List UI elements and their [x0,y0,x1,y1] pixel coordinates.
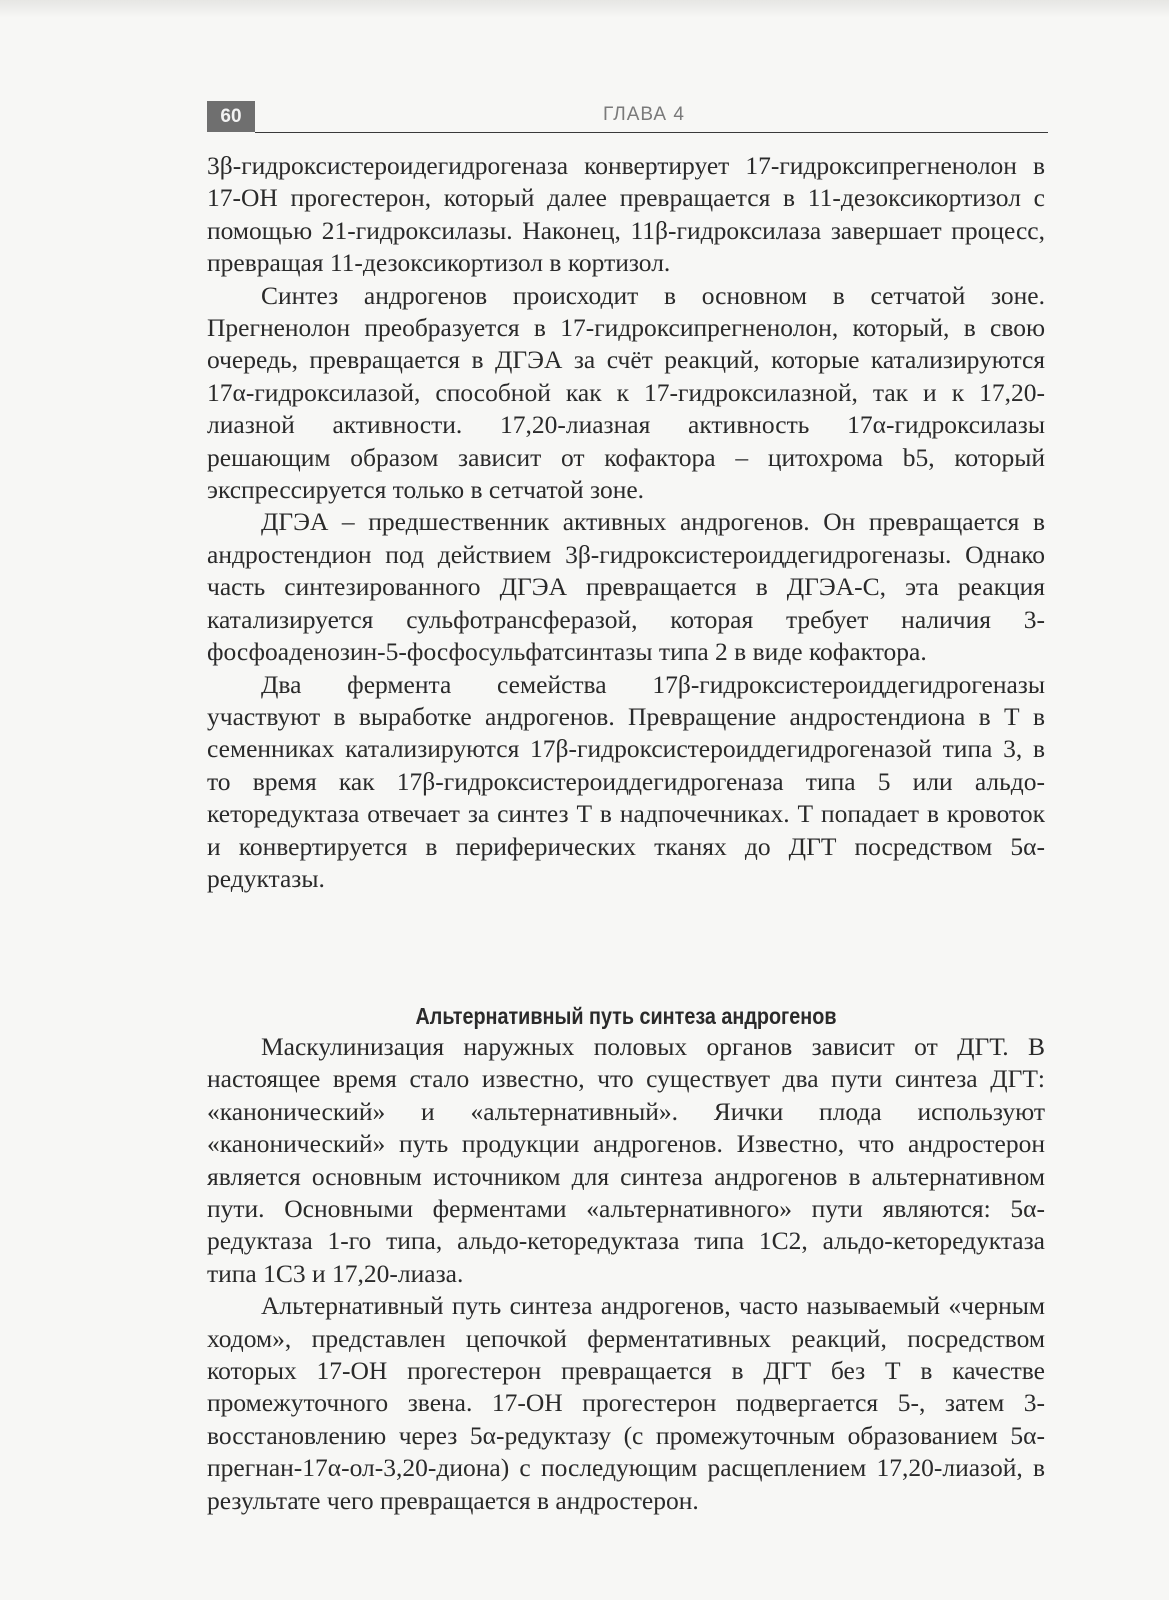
running-head-chapter: ГЛАВА 4 [603,104,685,125]
section-heading: Альтернативный путь синтеза андрогенов [415,1003,837,1029]
page-number: 60 [207,101,255,132]
scan-edge-shadow [0,0,1169,18]
body-text-top [207,150,1045,895]
paragraph: Маскулинизация наружных половых органов зависит от ДГТ. В настоящее время стало известно, что существует два пути синтеза ДГТ: «канонический» и «альтернативный». Яички плода используют «канонический» путь продукции андрогенов. Известно, что андростерон является основным источником для синтеза андрогенов в альтернативном пути. Основными ферментами «альтернативного» пути являются: 5α-редуктаза 1-го типа, альдо-кеторедуктаза типа 1С2, альдо-кеторедуктаза типа 1С3 и 17,20-лиаза. [207,1032,1045,1288]
page-header [207,101,1048,135]
paragraph: Альтернативный путь синтеза андрогенов, часто называемый «черным ходом», представлен цепочкой ферментативных реакций, посредством которых 17-OH прогестерон превращается в ДГТ без Т в качестве промежуточного звена. 17-OH прогестерон подвергается 5-, затем 3-восстановлению через 5α-редуктазу (с промежуточным образованием 5α-прегнан-17α-ол-3,20-диона) с последующим расщеплением 17,20-лиазой, в результате чего превращается в андростерон. [207,1291,1045,1515]
paragraph: 3β-гидроксистероидегидрогеназа конвертирует 17-гидроксипрегненолон в 17-OH прогестерон, который далее превращается в 11-дезоксикортизол с помощью 21-гидроксилазы. Наконец, 11β-гидроксилаза завершает процесс, превращая 11-дезоксикортизол в кортизол. [207,151,1045,278]
body-text-bottom [207,1031,1045,1517]
paragraph: Два фермента семейства 17β-гидроксистероиддегидрогеназы участвуют в выработке андрогенов. Превращение андростендиона в Т в семенниках катализируются 17β-гидроксистероиддегидрогеназой типа 3, в то время как 17β-гидроксистероиддегидрогеназа типа 5 или альдо-кеторедуктаза отвечает за синтез Т в надпочечниках. Т попадает в кровоток и конвертируется в периферических тканях до ДГТ посредством 5α-редуктазы. [207,669,1045,893]
paragraph: ДГЭА – предшественник активных андрогенов. Он превращается в андростендион под действием 3β-гидроксистероиддегидрогеназы. Однако часть синтезированного ДГЭА превращается в ДГЭА-С, эта реакция катализируется сульфотрансферазой, которая требует наличия 3-фосфоаденозин-5-фосфосульфатсинтазы типа 2 в виде кофактора. [207,507,1045,667]
paragraph: Синтез андрогенов происходит в основном в сетчатой зоне. Прегненолон преобразуется в 17-гидроксипрегненолон, который, в свою очередь, превращается в ДГЭА за счёт реакций, которые катализируются 17α-гидроксилазой, способной как к 17-гидроксилазной, так и к 17,20-лиазной активности. 17,20-лиазная активность 17α-гидроксилазы решающим образом зависит от кофактора – цитохрома b5, который экспрессируется только в сетчатой зоне. [207,280,1045,505]
header-rule [255,132,1048,133]
